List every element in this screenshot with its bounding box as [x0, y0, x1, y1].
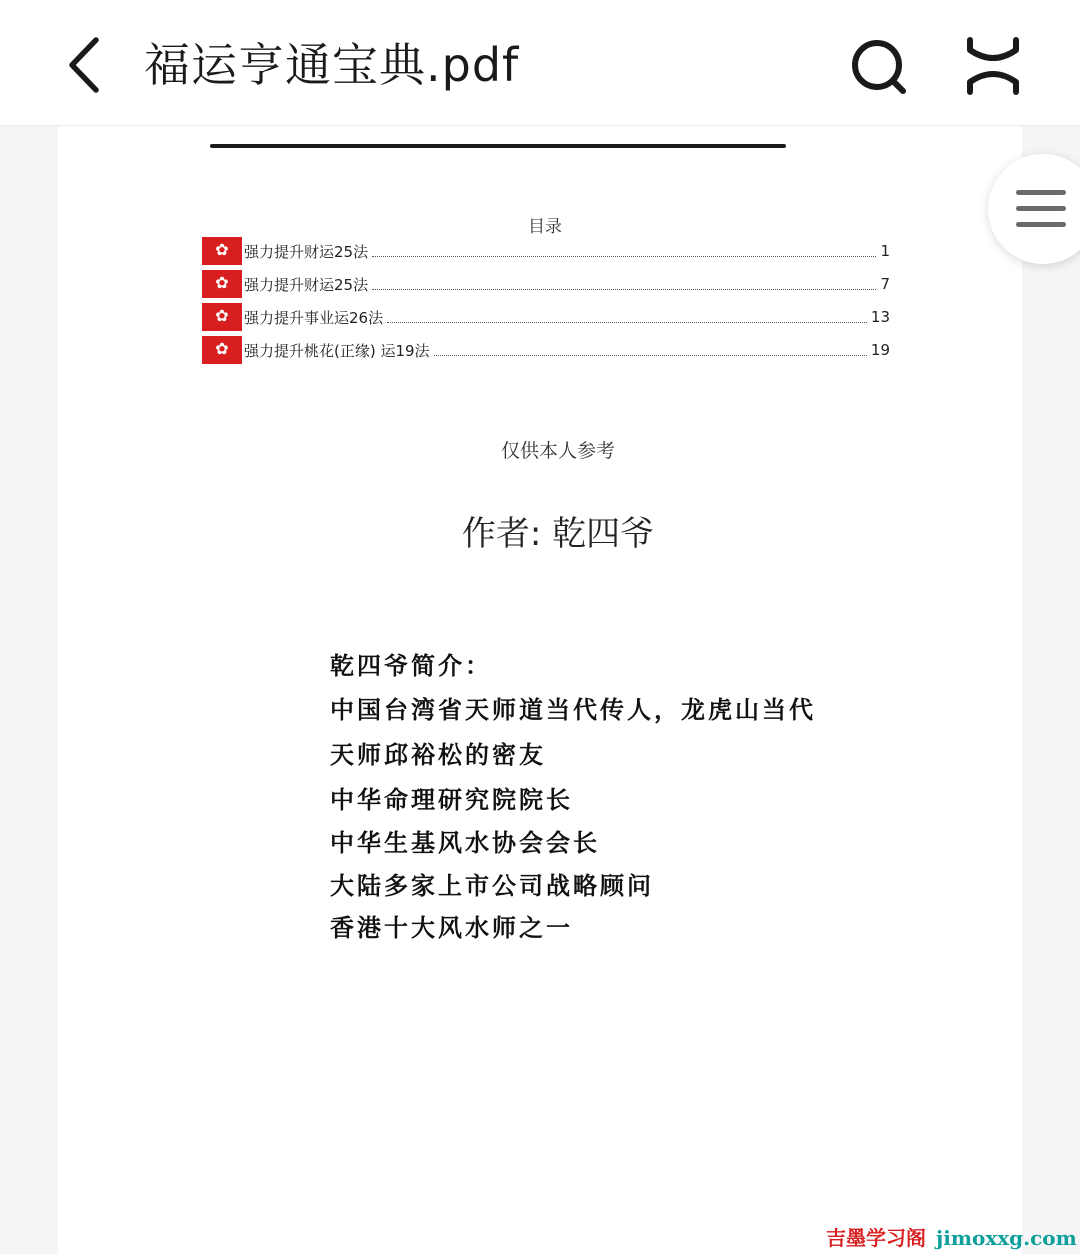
- bio-line: 中华生基风水协会会长: [330, 828, 600, 857]
- toc-leader-dots: [372, 256, 876, 257]
- watermark-cn: 吉墨学习阁: [826, 1226, 926, 1250]
- back-button[interactable]: [58, 32, 114, 98]
- reading-mode-button[interactable]: [960, 36, 1026, 96]
- toc-entry[interactable]: [202, 302, 890, 332]
- header-rule: [210, 144, 786, 148]
- document-title: 福运亨通宝典.pdf: [144, 38, 520, 92]
- toc-entry-page: 19: [870, 341, 890, 359]
- author-line: 作者: 乾四爷: [461, 514, 655, 554]
- toc-leader-dots: [387, 322, 867, 323]
- top-bar: [0, 0, 1080, 126]
- bio-line: 香港十大风水师之一: [330, 913, 573, 942]
- bio-line: 中华命理研究院院长: [330, 785, 573, 814]
- toc-entry-page: 1: [880, 242, 890, 260]
- bio-line: 中国台湾省天师道当代传人，龙虎山当代: [330, 695, 816, 724]
- flag-icon: ✿: [202, 303, 242, 331]
- flag-icon: ✿: [202, 336, 242, 364]
- menu-icon: [1016, 190, 1066, 230]
- toc-entry[interactable]: [202, 335, 890, 365]
- bio-line: 天师邱裕松的密友: [330, 740, 546, 769]
- toc-entry[interactable]: [202, 236, 890, 266]
- search-icon: [846, 36, 912, 98]
- pdf-page: [58, 126, 1022, 1254]
- toc-entry-label: 强力提升财运25法: [244, 242, 369, 261]
- toc-entry-page: 13: [870, 308, 890, 326]
- flag-icon: ✿: [202, 237, 242, 265]
- bio-heading: 乾四爷简介：: [330, 651, 492, 680]
- toc-entry-page: 7: [880, 275, 890, 293]
- toc-title: 目录: [528, 217, 562, 237]
- flag-icon: ✿: [202, 270, 242, 298]
- watermark-url: jimoxxg.com: [936, 1226, 1077, 1250]
- usage-note: 仅供本人参考: [500, 440, 615, 462]
- chevron-left-icon: [58, 32, 114, 98]
- toc-entry-label: 强力提升桃花(正缘) 运19法: [244, 341, 430, 360]
- toc-leader-dots: [372, 289, 876, 290]
- search-button[interactable]: [846, 36, 912, 98]
- toc-leader-dots: [434, 355, 867, 356]
- bio-line: 大陆多家上市公司战略顾问: [330, 871, 654, 900]
- toc-entry[interactable]: [202, 269, 890, 299]
- reading-mode-icon: [960, 36, 1026, 96]
- watermark: [826, 1222, 1077, 1252]
- toc-entry-label: 强力提升事业运26法: [244, 308, 384, 327]
- toc-entry-label: 强力提升财运25法: [244, 275, 369, 294]
